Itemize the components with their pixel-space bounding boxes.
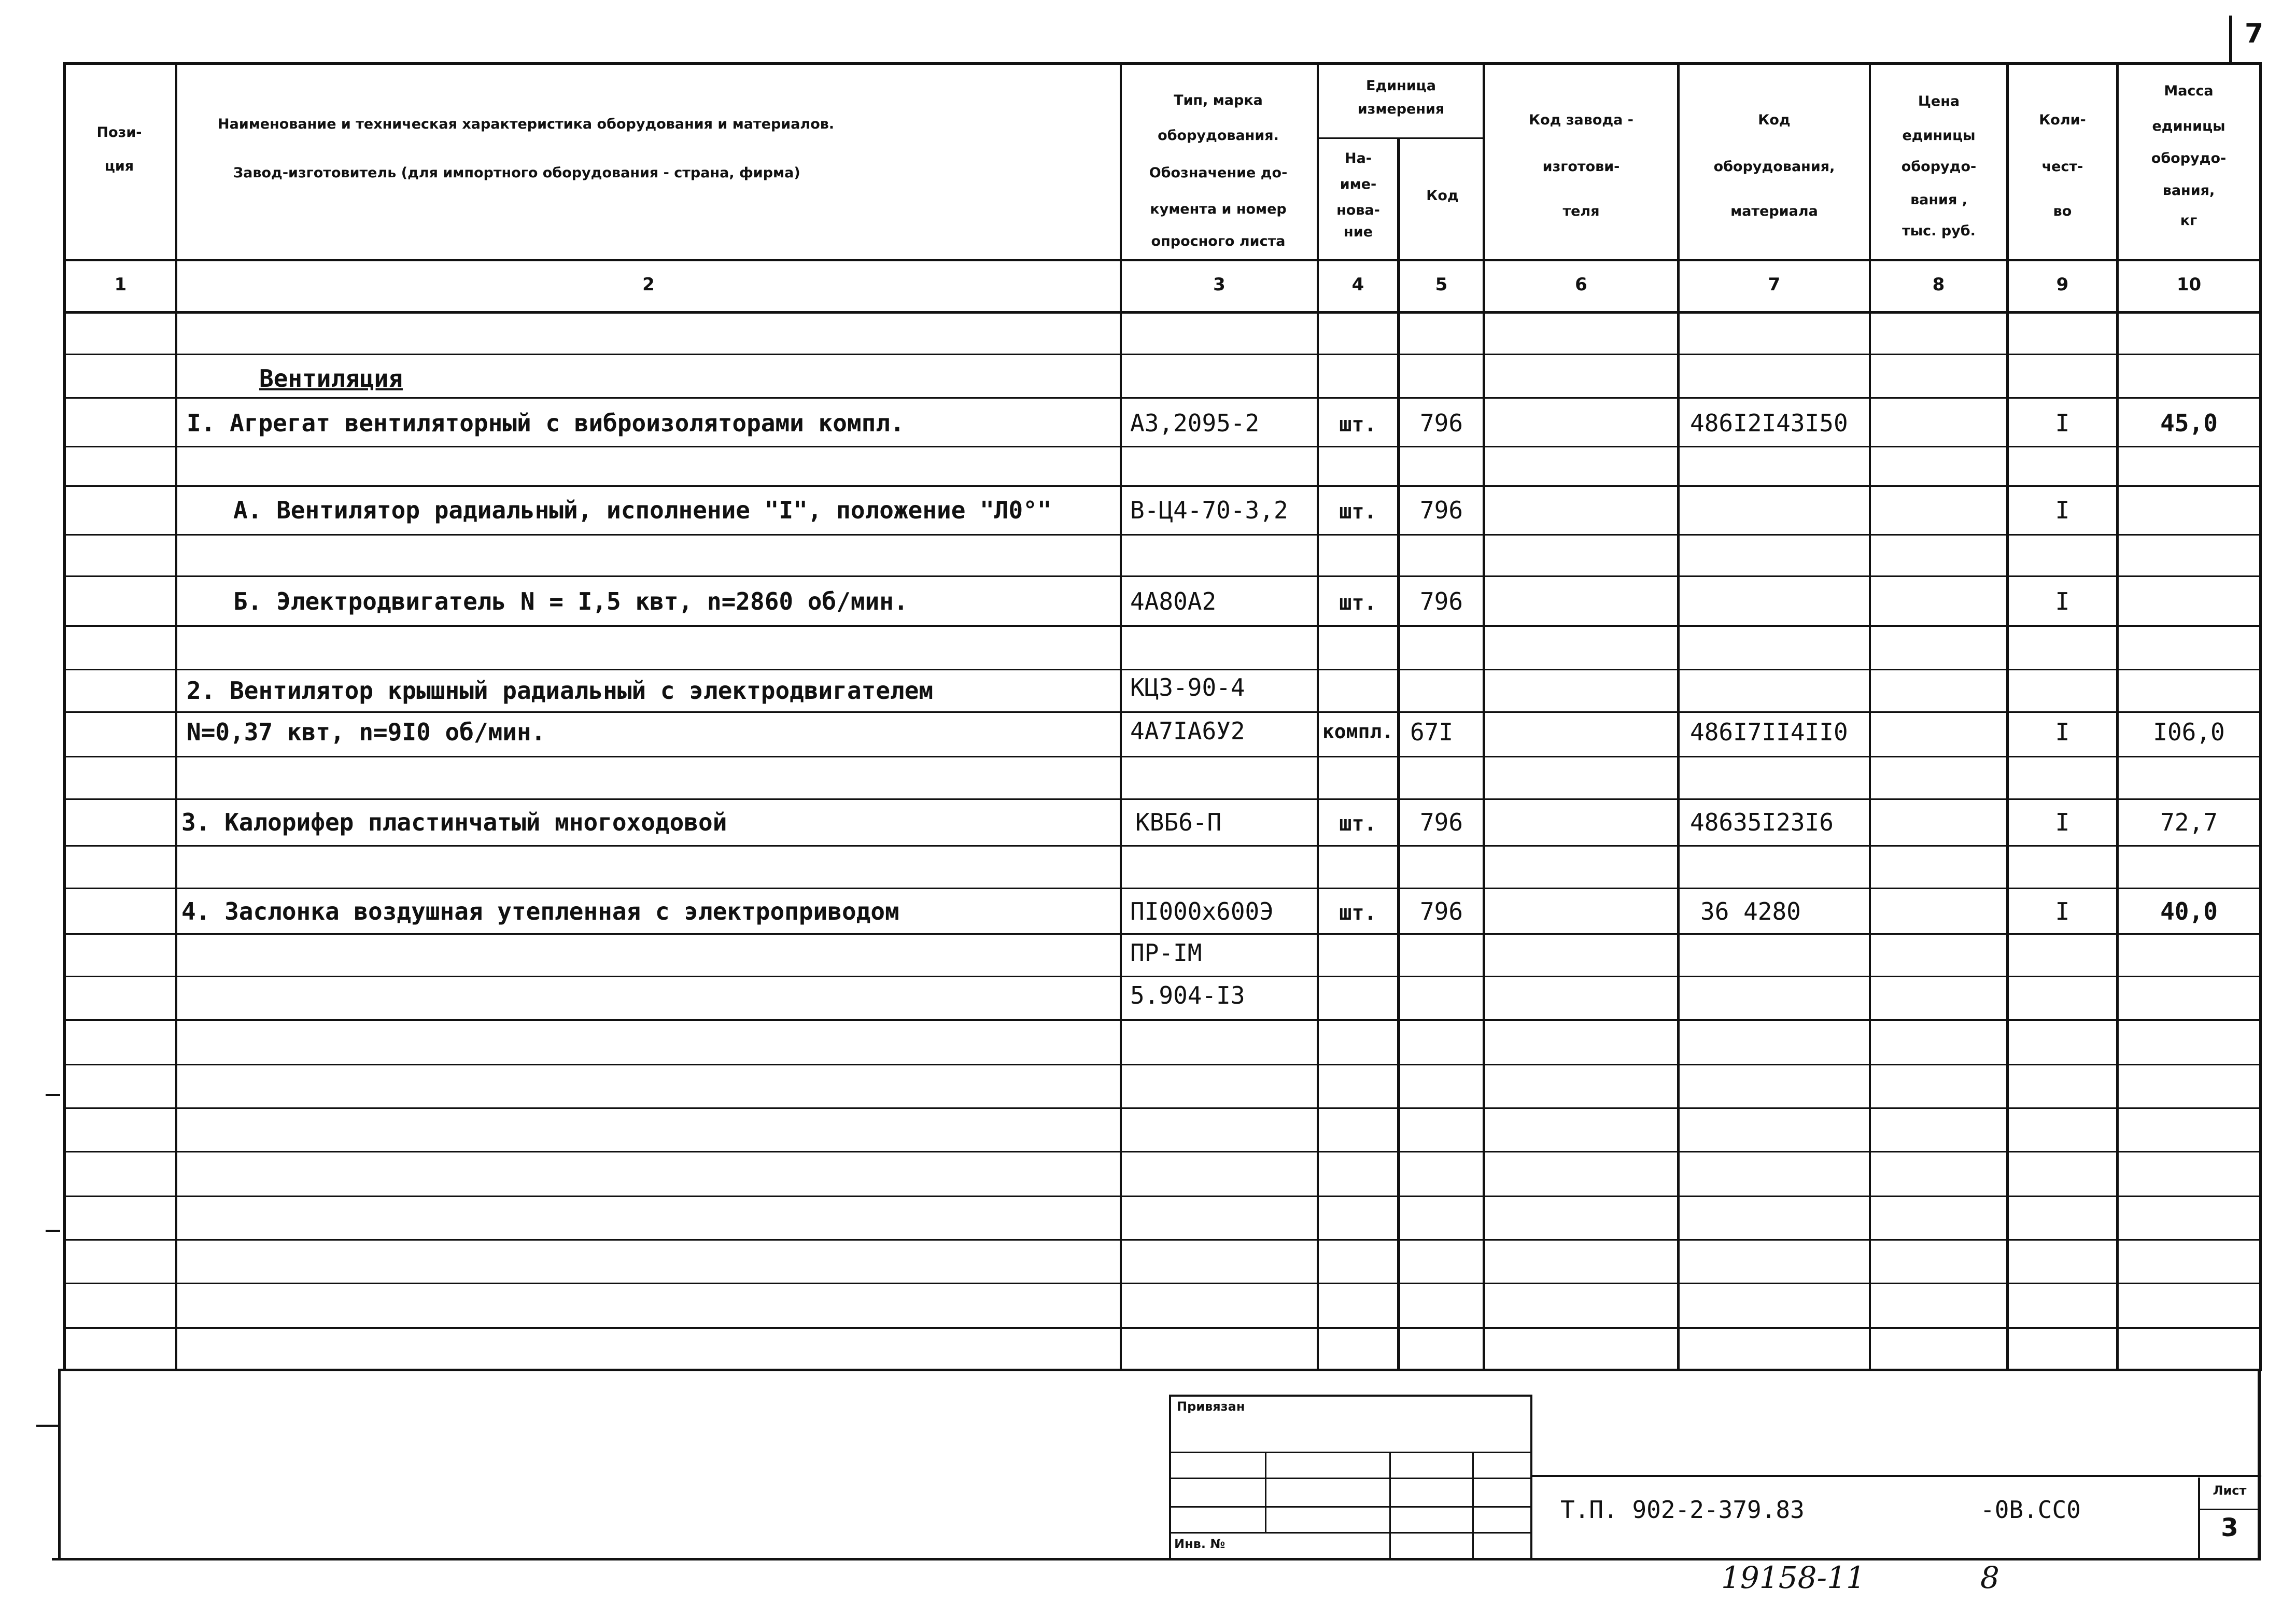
header-col7-line1: Код [1758,112,1791,128]
archive-number: 19158-11 [1721,1560,1865,1595]
item-unit: шт. [1339,500,1377,524]
header-col3-line1: Тип, марка [1174,92,1263,108]
column-number: 8 [1932,274,1945,295]
item-unit: компл. [1322,720,1394,743]
header-col3-line5: опросного листа [1151,233,1286,249]
header-col2-line2: Завод-изготовитель (для импортного оборудования - страна, фирма) [233,165,800,181]
item-type: 4А80А2 [1130,587,1217,615]
item-unit-code: 796 [1419,496,1463,524]
column-number: 7 [1768,274,1781,295]
item-mass: 40,0 [2160,897,2218,925]
item-unit-code: 67I [1410,718,1454,746]
item-type: КВБ6-П [1135,808,1222,836]
item-unit: шт. [1339,591,1377,615]
document-suffix: -0В.СС0 [1980,1496,2081,1524]
item-type: ПI000х600Э [1130,897,1274,925]
header-col7-line3: материала [1730,203,1818,219]
header-col10-line3: оборудо- [2151,150,2227,166]
item-qty: I [2055,496,2070,524]
item-qty: I [2055,897,2070,925]
column-number: 3 [1213,274,1226,295]
header-col10-line1: Масса [2164,83,2214,99]
header-col9-line1: Коли- [2039,112,2086,128]
header-col8-line2: единицы [1902,128,1976,144]
item-mass: I06,0 [2153,718,2225,746]
item-unit: шт. [1339,812,1377,836]
corner-mark [2229,16,2232,62]
item-type: КЦ3-90-4 [1130,673,1245,701]
header-col7-line2: оборудования, [1713,159,1835,175]
item-unit-code: 796 [1419,808,1463,836]
header-col10-line5: кг [2180,213,2198,229]
column-number: 4 [1351,274,1364,295]
header-col9-line2: чест- [2041,159,2083,175]
stamp-privyazan: Привязан [1177,1399,1245,1414]
column-number: 5 [1435,274,1448,295]
header-col6-line2: изготови- [1542,159,1620,175]
header-col8-line1: Цена [1918,93,1960,109]
header-col10-line2: единицы [2152,118,2225,134]
header-unit-line2: измерения [1357,101,1445,117]
item-unit: шт. [1339,413,1377,437]
header-col8-line3: оборудо- [1901,159,1977,175]
header-unit-line1: Единица [1366,78,1436,94]
header-col9-line3: во [2053,203,2072,219]
header-col1-line2: ция [104,158,134,174]
item-name: Б. Электродвигатель N = I,5 квт, n=2860 об/мин. [233,587,908,615]
sheet-number: 3 [2221,1513,2238,1542]
column-number: 1 [114,274,127,295]
header-col4-line1: На- [1344,150,1372,166]
header-col1-line1: Пози- [96,124,142,140]
item-unit-code: 796 [1419,409,1463,437]
header-col4-line4: ние [1344,224,1373,240]
item-name: А. Вентилятор радиальный, исполнение "I", положение "Л0°" [233,496,1052,524]
header-col6-line3: теля [1562,203,1600,219]
item-qty: I [2055,409,2070,437]
item-equip-code: 36 4280 [1700,897,1801,925]
item-mass: 45,0 [2160,409,2218,437]
column-number: 9 [2056,274,2069,295]
item-unit: шт. [1339,901,1377,925]
stamp-inv-no: Инв. № [1174,1537,1226,1551]
column-number: 6 [1575,274,1587,295]
item-type-line2: ПР-IМ [1130,939,1202,967]
column-number: 2 [642,274,655,295]
item-mass: 72,7 [2160,808,2218,836]
header-col3-line2: оборудования. [1158,128,1279,144]
item-name: 2. Вентилятор крышный радиальный с электродвигателем [187,677,934,705]
sheet-label: Лист [2213,1483,2247,1498]
item-equip-code: 48635I23I6 [1690,808,1834,836]
header-col4-line3: нова- [1336,202,1380,218]
item-name: I. Агрегат вентиляторный с виброизоляторами компл. [187,409,905,437]
section-title: Вентиляция [259,364,403,392]
header-col3-line3: Обозначение до- [1149,165,1288,181]
item-type: А3,2095-2 [1130,409,1260,437]
item-type-line3: 5.904-I3 [1130,981,1245,1009]
header-col2-line1: Наименование и техническая характеристика оборудования и материалов. [218,116,835,132]
item-name: 4. Заслонка воздушная утепленная с электроприводом [181,897,899,925]
header-col10-line4: вания, [2162,182,2215,199]
header-col4-line2: име- [1340,176,1377,192]
header-col6-line1: Код завода - [1529,112,1633,128]
header-col3-line4: кумента и номер [1150,201,1287,217]
document-code: Т.П. 902-2-379.83 [1560,1496,1805,1524]
item-name: 3. Калорифер пластинчатый многоходовой [181,808,727,836]
header-col8-line5: тыс. руб. [1902,223,1976,239]
item-equip-code: 486I7II4II0 [1690,718,1848,746]
header-col8-line4: вания , [1910,192,1967,208]
header-col5: Код [1426,188,1459,204]
item-qty: I [2055,587,2070,615]
item-name-continued: N=0,37 квт, n=9I0 об/мин. [187,718,546,746]
footer-page: 8 [1980,1560,1999,1595]
item-equip-code: 486I2I43I50 [1690,409,1848,437]
item-qty: I [2055,718,2070,746]
item-type-line2: 4А7IА6У2 [1130,717,1245,745]
item-type: В-Ц4-70-3,2 [1130,496,1288,524]
item-unit-code: 796 [1419,897,1463,925]
item-qty: I [2055,808,2070,836]
column-number: 10 [2176,274,2202,295]
item-unit-code: 796 [1419,587,1463,615]
page-number: 7 [2245,18,2264,49]
